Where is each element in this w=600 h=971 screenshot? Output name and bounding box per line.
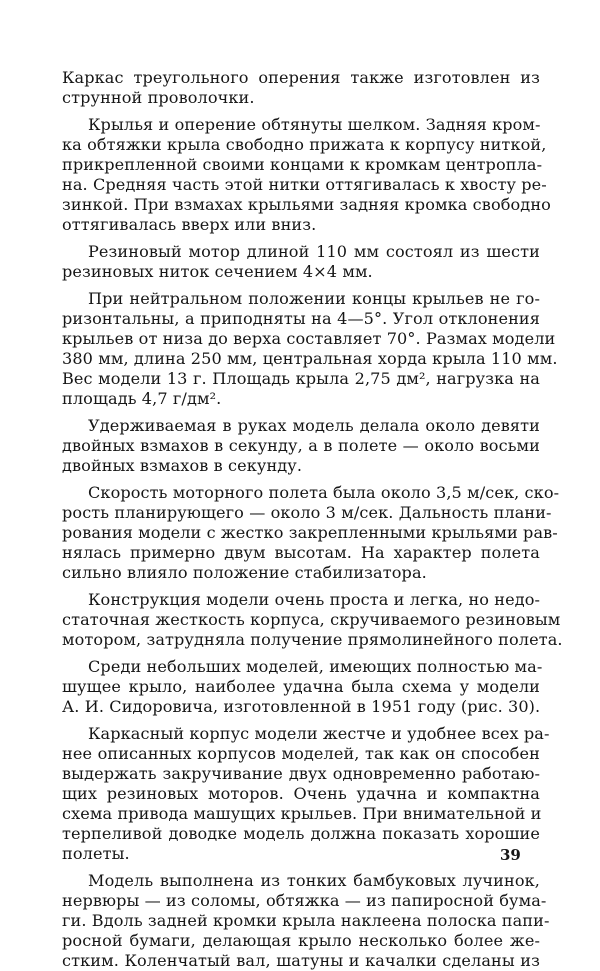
text-line: стким. Коленчатый вал, шатуны и качалки сделаны из bbox=[62, 951, 540, 970]
text-line: 380 мм, длина 250 мм, центральная хорда крыла 110 мм. bbox=[62, 349, 558, 368]
text-line: площадь 4,7 г/дм². bbox=[62, 389, 222, 408]
paragraph-5 bbox=[62, 416, 540, 476]
text-line: А. И. Сидоровича, изготовленной в 1951 году (рис. 30). bbox=[62, 697, 541, 716]
text-line: Удерживаемая в руках модель делала около девяти bbox=[88, 416, 540, 435]
text-line: Каркасный корпус модели жестче и удобнее всех ра- bbox=[88, 724, 550, 743]
paragraph-3 bbox=[62, 242, 540, 282]
paragraph-6 bbox=[62, 483, 560, 583]
text-line: терпеливой доводке модель должна показать хорошие bbox=[62, 824, 540, 843]
text-line: Среди небольших моделей, имеющих полностью ма- bbox=[88, 657, 543, 676]
page-number: 39 bbox=[500, 846, 521, 864]
text-line: Резиновый мотор длиной 110 мм состоял из шести bbox=[88, 242, 540, 261]
text-line: нялась примерно двум высотам. На характер полета bbox=[62, 543, 540, 562]
text-line: рость планирующего — около 3 м/сек. Дальность плани- bbox=[62, 503, 552, 522]
text-line: резиновых ниток сечением 4×4 мм. bbox=[62, 262, 373, 281]
text-line: Скорость моторного полета была около 3,5 м/сек, ско- bbox=[88, 483, 560, 502]
text-line: Модель выполнена из тонких бамбуковых лучинок, bbox=[88, 871, 540, 890]
text-line: полеты. bbox=[62, 844, 130, 863]
paragraph-2 bbox=[62, 115, 551, 235]
text-line: ги. Вдоль задней кромки крыла наклеена полоска папи- bbox=[62, 911, 550, 930]
text-line: прикрепленной своими концами к кромкам центропла- bbox=[62, 155, 543, 174]
paragraph-4 bbox=[62, 289, 558, 409]
text-line: нее описанных корпусов моделей, так как он способен bbox=[62, 744, 540, 763]
text-line: ка обтяжки крыла свободно прижата к корпусу ниткой, bbox=[62, 135, 547, 154]
text-line: мотором, затрудняла получение прямолинейного полета. bbox=[62, 630, 563, 649]
text-line: нервюры — из соломы, обтяжка — из папиросной бума- bbox=[62, 891, 547, 910]
text-line: двойных взмахов в секунду, а в полете — около восьми bbox=[62, 436, 540, 455]
text-line: схема привода машущих крыльев. При внимательной и bbox=[62, 804, 542, 823]
text-line: статочная жесткость корпуса, скручиваемого резиновым bbox=[62, 610, 561, 629]
text-line: выдержать закручивание двух одновременно работаю- bbox=[62, 764, 540, 783]
text-line: Вес модели 13 г. Площадь крыла 2,75 дм², нагрузка на bbox=[62, 369, 540, 388]
text-line: струнной проволочки. bbox=[62, 88, 255, 107]
text-line: Каркас треугольного оперения также изготовлен из bbox=[62, 68, 540, 87]
text-line: сильно влияло положение стабилизатора. bbox=[62, 563, 427, 582]
paragraph-7 bbox=[62, 590, 563, 650]
paragraph-10 bbox=[62, 871, 550, 971]
text-line: ризонтальны, а приподняты на 4—5°. Угол отклонения bbox=[62, 309, 540, 328]
paragraph-8 bbox=[62, 657, 543, 717]
text-line: росной бумаги, делающая крыло несколько более же- bbox=[62, 931, 540, 950]
text-line: на. Средняя часть этой нитки оттягивалась к хвосту ре- bbox=[62, 175, 547, 194]
text-line: При нейтральном положении концы крыльев не го- bbox=[88, 289, 540, 308]
page-body bbox=[62, 68, 563, 971]
paragraph-9 bbox=[62, 724, 550, 864]
text-line: крыльев от низа до верха составляет 70°. Размах модели bbox=[62, 329, 556, 348]
text-line: щих резиновых моторов. Очень удачна и компактна bbox=[62, 784, 540, 803]
text-line: Крылья и оперение обтянуты шелком. Задняя кром- bbox=[88, 115, 541, 134]
text-line: Конструкция модели очень проста и легка, но недо- bbox=[88, 590, 541, 609]
text-line: рования модели с жестко закрепленными крыльями рав- bbox=[62, 523, 558, 542]
text-line: оттягивалась вверх или вниз. bbox=[62, 215, 317, 234]
paragraph-1 bbox=[62, 68, 540, 108]
text-line: двойных взмахов в секунду. bbox=[62, 456, 303, 475]
text-line: зинкой. При взмахах крыльями задняя кромка свободно bbox=[62, 195, 551, 214]
text-line: шущее крыло, наиболее удачна была схема у модели bbox=[62, 677, 540, 696]
